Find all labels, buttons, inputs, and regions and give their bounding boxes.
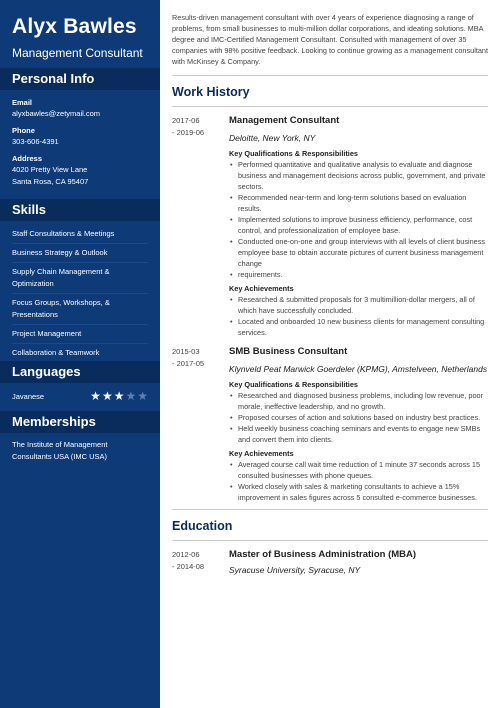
star-icon: ★	[101, 389, 113, 403]
language-rating	[89, 389, 148, 403]
achievements-list	[229, 459, 488, 503]
list-item: • requirements.	[229, 269, 488, 280]
job-title: SMB Business Consultant	[229, 346, 348, 357]
list-item: • Recommended near-term and long-term solutions based on evaluation results.	[229, 192, 488, 214]
memberships-list	[0, 433, 160, 463]
section-memberships: Memberships	[0, 411, 160, 433]
sidebar	[0, 0, 160, 708]
skill-item: Supply Chain Management & Optimization	[12, 263, 148, 294]
list-item: • Conducted one-on-one and group interviews with all levels of client business employee base to obtain accurate pictures of current business management change	[229, 236, 488, 269]
candidate-name: Alyx Bawles	[12, 15, 137, 38]
address-label: Address	[12, 154, 43, 163]
list-item: • Held weekly business coaching seminars and events to engage new SMBs and convert them into clients.	[229, 423, 488, 445]
education-details	[229, 549, 488, 577]
address-line1: 4020 Pretty View Lane	[12, 165, 88, 174]
qualifications-list	[229, 390, 488, 445]
date-start: 2015-03	[172, 347, 200, 356]
job-title: Management Consultant	[229, 115, 340, 126]
achievements-heading: Key Achievements	[229, 449, 294, 458]
star-icon: ★	[113, 389, 125, 403]
qualifications-list	[229, 159, 488, 280]
skill-item: Project Management	[12, 325, 148, 344]
skill-item: Staff Consultations & Meetings	[12, 225, 148, 244]
skill-item: Focus Groups, Workshops, & Presentations	[12, 294, 148, 325]
header-block	[0, 0, 160, 68]
skill-item: Business Strategy & Outlook	[12, 244, 148, 263]
skills-list	[0, 221, 160, 361]
section-languages: Languages	[0, 361, 160, 383]
qualifications-heading: Key Qualifications & Responsibilities	[229, 149, 358, 158]
list-item: • Proposed courses of action and solutions based on industry best practices.	[229, 412, 488, 423]
skill-item: Collaboration & Teamwork	[12, 348, 100, 357]
email-value[interactable]: alyxbawles@zetymail.com	[12, 109, 101, 118]
languages-list	[0, 383, 160, 411]
date-end: - 2019-06	[172, 128, 205, 137]
education-entry	[172, 541, 488, 577]
school-name: Syracuse University, Syracuse, NY	[229, 565, 361, 575]
language-item	[12, 385, 148, 407]
star-icon: ★	[137, 389, 148, 403]
language-name: Javanese	[12, 391, 45, 401]
list-item: • Performed quantitative and qualitative analysis to evaluate and diagnose business and management decisions across public, government, and private sectors.	[229, 159, 488, 192]
job-details	[229, 346, 488, 503]
summary-text: Results-driven management consultant with over 4 years of experience diagnosing a range of problems, from small businesses to multi-million dollar corporations, and ideating solutions. MBA degree and IMC-Certified Management Consultant. Consulted with management of over 35 companies with 98% positive feedback. Looking to continue growing as a management consultant with McKinsey & Company.	[172, 0, 488, 76]
list-item: • Worked closely with sales & marketing consultants to achieve a 15% improvement in sales figures across 5 consulted e-commerce businesses.	[229, 481, 488, 503]
job-dates	[172, 115, 229, 338]
job-details	[229, 115, 488, 338]
section-personal-info: Personal Info	[0, 68, 160, 90]
job-entry	[172, 107, 488, 338]
date-end: - 2014-08	[172, 562, 205, 571]
email-label: Email	[12, 98, 33, 107]
date-start: 2017-06	[172, 116, 200, 125]
achievements-heading: Key Achievements	[229, 284, 294, 293]
section-work-history: Work History	[172, 76, 488, 107]
section-education: Education	[172, 510, 488, 541]
address-line2: Santa Rosa, CA 95407	[12, 177, 89, 186]
job-company: Deloitte, New York, NY	[229, 133, 316, 143]
date-end: - 2017-05	[172, 359, 205, 368]
list-item: • Averaged course call wait time reduction of 1 minute 37 seconds across 15 consulted businesses with phone queues.	[229, 459, 488, 481]
membership-item: The Institute of Management Consultants USA (IMC USA)	[12, 440, 108, 461]
degree-title: Master of Business Administration (MBA)	[229, 549, 417, 560]
section-skills: Skills	[0, 199, 160, 221]
personal-info-block	[0, 90, 160, 199]
phone-value[interactable]: 303-606-4391	[12, 137, 59, 146]
job-company: Klynveld Peat Marwick Goerdeler (KPMG), Amstelveen, Netherlands	[229, 364, 488, 374]
achievements-list	[229, 294, 488, 338]
job-entry	[172, 338, 488, 503]
phone-label: Phone	[12, 126, 35, 135]
candidate-title: Management Consultant	[12, 46, 143, 60]
list-item: • Researched & submitted proposals for 3 multimillion-dollar mergers, all of which have successfully concluded.	[229, 294, 488, 316]
job-dates	[172, 346, 229, 503]
education-dates	[172, 549, 229, 577]
list-item: • Implemented solutions to improve business efficiency, performance, cost control, and professionalization of employee base.	[229, 214, 488, 236]
qualifications-heading: Key Qualifications & Responsibilities	[229, 380, 358, 389]
date-start: 2012-06	[172, 550, 200, 559]
main-content	[160, 0, 500, 708]
star-icon: ★	[125, 389, 137, 403]
list-item: • Located and onboarded 10 new business clients for management consulting services.	[229, 316, 488, 338]
list-item: • Researched and diagnosed business problems, including low revenue, poor morale, ineffective leadership, and no growth.	[229, 390, 488, 412]
star-icon: ★	[90, 389, 101, 403]
